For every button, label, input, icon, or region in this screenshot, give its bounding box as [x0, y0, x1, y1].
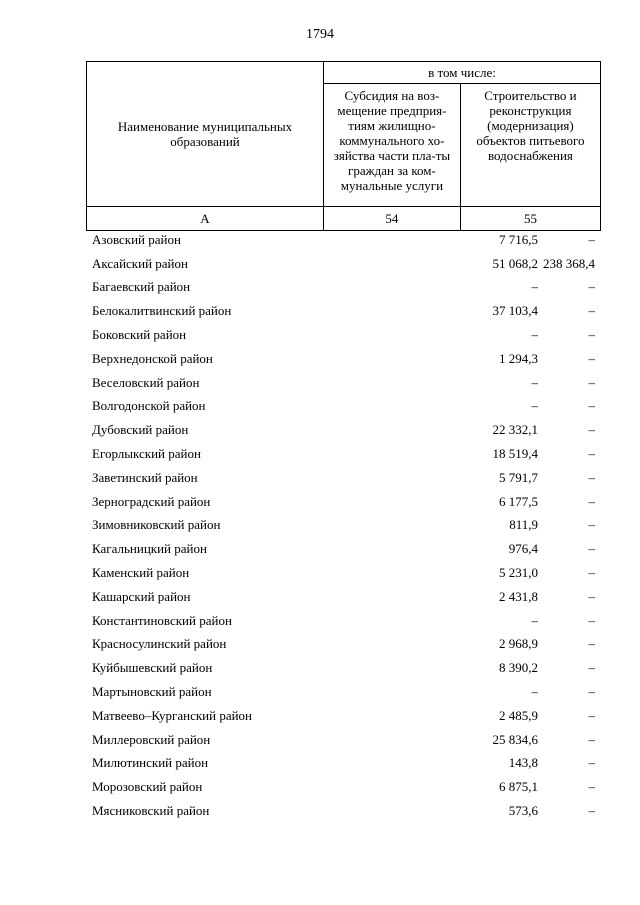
value-55: –	[588, 779, 595, 795]
index-54: 54	[323, 207, 460, 231]
district-name: Багаевский район	[92, 279, 191, 295]
value-55: –	[588, 755, 595, 771]
district-name: Егорлыкский район	[92, 446, 201, 462]
value-54: 51 068,2	[492, 255, 538, 271]
district-name: Дубовский район	[92, 422, 189, 438]
table-row	[86, 395, 601, 419]
table-row	[86, 656, 601, 680]
value-55: –	[588, 707, 595, 723]
table-row	[86, 442, 601, 466]
district-name: Кашарский район	[92, 588, 191, 604]
district-name: Куйбышевский район	[92, 660, 213, 676]
value-55: –	[588, 350, 595, 366]
index-a: А	[87, 207, 324, 231]
district-name: Аксайский район	[92, 255, 188, 271]
table-row	[86, 609, 601, 633]
district-name: Зерноградский район	[92, 493, 211, 509]
value-54: –	[531, 374, 538, 390]
district-name: Боковский район	[92, 327, 187, 343]
district-name: Белокалитвинский район	[92, 303, 232, 319]
value-55: –	[588, 541, 595, 557]
table-row	[86, 514, 601, 538]
value-54: 5 791,7	[499, 469, 538, 485]
value-55: –	[588, 422, 595, 438]
value-55: –	[588, 731, 595, 747]
district-name: Волгодонской район	[92, 398, 206, 414]
table-row	[86, 228, 601, 252]
district-name: Каменский район	[92, 565, 190, 581]
district-name: Константиновский район	[92, 612, 232, 628]
table-row	[86, 347, 601, 371]
district-name: Мартыновский район	[92, 684, 212, 700]
district-name: Веселовский район	[92, 374, 200, 390]
including-header: в том числе:	[323, 62, 600, 84]
value-54: 2 485,9	[499, 707, 538, 723]
value-55: –	[588, 374, 595, 390]
value-55: –	[588, 327, 595, 343]
table-row	[86, 418, 601, 442]
value-55: –	[588, 660, 595, 676]
table-row	[86, 466, 601, 490]
value-54: 37 103,4	[492, 303, 538, 319]
value-54: 22 332,1	[492, 422, 538, 438]
value-55: 238 368,4	[543, 255, 595, 271]
district-name: Матвеево–Курганский район	[92, 707, 253, 723]
district-name: Верхнедонской район	[92, 350, 213, 366]
value-54: 8 390,2	[499, 660, 538, 676]
value-54: 6 177,5	[499, 493, 538, 509]
district-name: Красносулинский район	[92, 636, 227, 652]
table-row	[86, 371, 601, 395]
value-55: –	[588, 517, 595, 533]
page-number: 1794	[306, 27, 334, 42]
value-55: –	[588, 588, 595, 604]
value-55: –	[588, 684, 595, 700]
name-column-header: Наименование муниципальных образований	[87, 62, 324, 207]
table-row	[86, 752, 601, 776]
district-name: Заветинский район	[92, 469, 198, 485]
column-54-header: Субсидия на воз-мещение предприя-тиям жилищно-коммунального хо-зяйства части пла-ты граждан за ком-мунальные услуги	[323, 84, 460, 207]
table-row	[86, 490, 601, 514]
table-row	[86, 680, 601, 704]
value-54: 811,9	[509, 517, 538, 533]
value-54: 976,4	[508, 541, 538, 557]
value-55: –	[588, 231, 595, 247]
value-55: –	[588, 279, 595, 295]
district-name: Мясниковский район	[92, 803, 210, 819]
value-55: –	[588, 398, 595, 414]
value-54: –	[531, 684, 538, 700]
value-55: –	[588, 636, 595, 652]
value-54: –	[531, 327, 538, 343]
table-row	[86, 633, 601, 657]
district-name: Кагальницкий район	[92, 541, 207, 557]
value-54: 573,6	[508, 803, 538, 819]
table-row	[86, 323, 601, 347]
value-54: 1 294,3	[499, 350, 538, 366]
table-body	[86, 228, 601, 823]
table-row	[86, 799, 601, 823]
table-header	[86, 61, 601, 231]
value-55: –	[588, 612, 595, 628]
value-54: –	[531, 398, 538, 414]
value-54: 6 875,1	[499, 779, 538, 795]
value-54: 18 519,4	[492, 446, 538, 462]
value-54: –	[531, 279, 538, 295]
district-name: Азовский район	[92, 231, 181, 247]
value-54: –	[531, 612, 538, 628]
district-name: Милютинский район	[92, 755, 209, 771]
table-row	[86, 276, 601, 300]
table-row	[86, 585, 601, 609]
table-row	[86, 775, 601, 799]
value-55: –	[588, 803, 595, 819]
value-54: 2 431,8	[499, 588, 538, 604]
value-54: 25 834,6	[492, 731, 538, 747]
index-55: 55	[460, 207, 600, 231]
table-row	[86, 728, 601, 752]
table-row	[86, 704, 601, 728]
table-row	[86, 561, 601, 585]
table-row	[86, 252, 601, 276]
value-54: 5 231,0	[499, 565, 538, 581]
value-55: –	[588, 446, 595, 462]
district-name: Морозовский район	[92, 779, 203, 795]
value-54: 143,8	[508, 755, 538, 771]
value-54: 2 968,9	[499, 636, 538, 652]
value-55: –	[588, 565, 595, 581]
table-row	[86, 537, 601, 561]
district-name: Зимовниковский район	[92, 517, 221, 533]
district-name: Миллеровский район	[92, 731, 211, 747]
table-row	[86, 299, 601, 323]
value-55: –	[588, 303, 595, 319]
value-55: –	[588, 469, 595, 485]
value-55: –	[588, 493, 595, 509]
value-54: 7 716,5	[499, 231, 538, 247]
column-55-header: Строительство и реконструкция (модернизация) объектов питьевого водоснабжения	[460, 84, 600, 207]
